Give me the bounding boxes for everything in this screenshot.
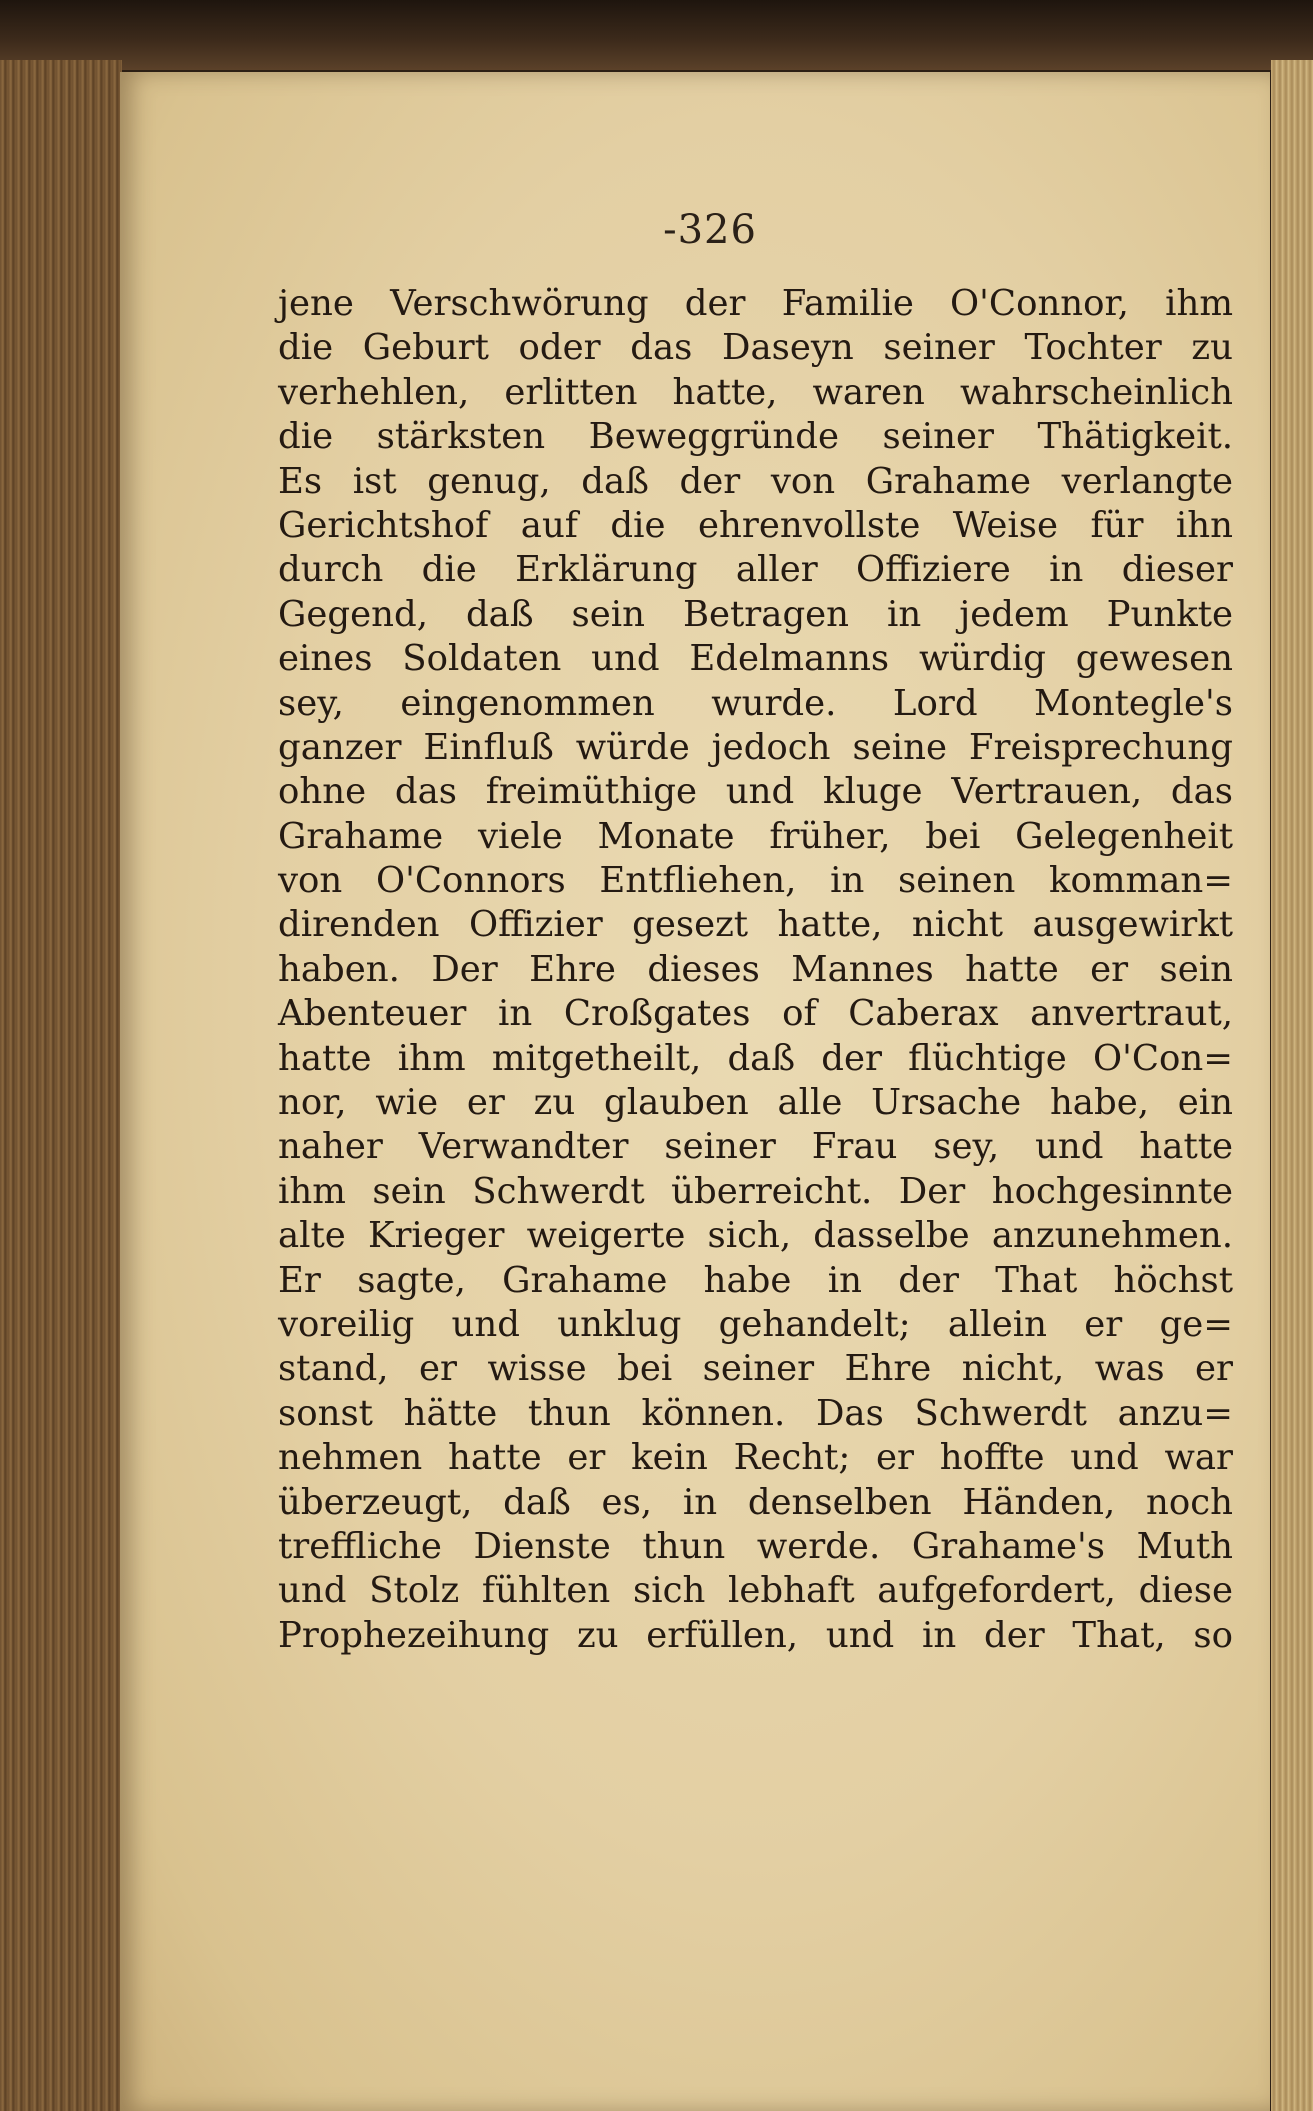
- text-line: jene Verschwörung der Familie O'Connor, ihm: [278, 283, 1233, 324]
- text-line: die Geburt oder das Daseyn seiner Tochter zu: [278, 327, 1233, 369]
- page-number: -326: [663, 207, 757, 253]
- text-line: stand, er wisse bei seiner Ehre nicht, was er: [278, 1348, 1233, 1390]
- book-top-edge: [0, 0, 1313, 70]
- text-line: haben. Der Ehre dieses Mannes hatte er sein: [278, 948, 1233, 990]
- text-line: sonst hätte thun können. Das Schwerdt anzu=: [278, 1392, 1233, 1434]
- text-line: direnden Offizier gesezt hatte, nicht ausgewirkt: [278, 904, 1233, 946]
- text-line: nor, wie er zu glauben alle Ursache habe, ein: [278, 1082, 1233, 1124]
- text-line: überzeugt, daß es, in denselben Händen, noch: [278, 1481, 1233, 1523]
- text-line: Gerichtshof auf die ehrenvollste Weise für ihn: [278, 504, 1233, 546]
- text-line: die stärksten Beweggründe seiner Thätigkeit.: [278, 416, 1233, 458]
- text-line: ganzer Einfluß würde jedoch seine Freisprechung: [278, 726, 1233, 768]
- text-line: Er sagte, Grahame habe in der That höchst: [278, 1259, 1233, 1301]
- text-line: Prophezeihung zu erfüllen, und in der That, so: [278, 1614, 1233, 1656]
- text-line: naher Verwandter seiner Frau sey, und hatte: [278, 1126, 1233, 1168]
- text-line: ohne das freimüthige und kluge Vertrauen, das: [278, 771, 1233, 813]
- text-line: eines Soldaten und Edelmanns würdig gewesen: [278, 638, 1233, 680]
- text-line: Es ist genug, daß der von Grahame verlangte: [278, 460, 1233, 502]
- text-line: voreilig und unklug gehandelt; allein er ge=: [278, 1303, 1233, 1345]
- text-line: Gegend, daß sein Betragen in jedem Punkte: [278, 593, 1233, 635]
- text-line: und Stolz fühlten sich lebhaft aufgefordert, diese: [278, 1570, 1233, 1612]
- text-line: Abenteuer in Croßgates of Caberax anvertraut,: [278, 993, 1233, 1035]
- text-line: Grahame viele Monate früher, bei Gelegenheit: [278, 815, 1233, 857]
- book-page: [120, 72, 1270, 2111]
- text-line: hatte ihm mitgetheilt, daß der flüchtige O'Con=: [278, 1037, 1233, 1079]
- text-line: treffliche Dienste thun werde. Grahame's Muth: [278, 1525, 1233, 1567]
- text-line: verhehlen, erlitten hatte, waren wahrscheinlich: [278, 371, 1233, 413]
- text-line: sey, eingenommen wurde. Lord Montegle's: [278, 682, 1233, 724]
- text-line: alte Krieger weigerte sich, dasselbe anzunehmen.: [278, 1215, 1233, 1257]
- text-line: nehmen hatte er kein Recht; er hoffte und war: [278, 1437, 1233, 1479]
- page-edges-right: [1271, 60, 1313, 2111]
- text-line: ihm sein Schwerdt überreicht. Der hochgesinnte: [278, 1170, 1233, 1212]
- body-text: [278, 282, 1233, 1658]
- text-line: durch die Erklärung aller Offiziere in dieser: [278, 549, 1233, 591]
- page-edges-left: [0, 60, 122, 2111]
- text-line: von O'Connors Entfliehen, in seinen komman=: [278, 860, 1233, 902]
